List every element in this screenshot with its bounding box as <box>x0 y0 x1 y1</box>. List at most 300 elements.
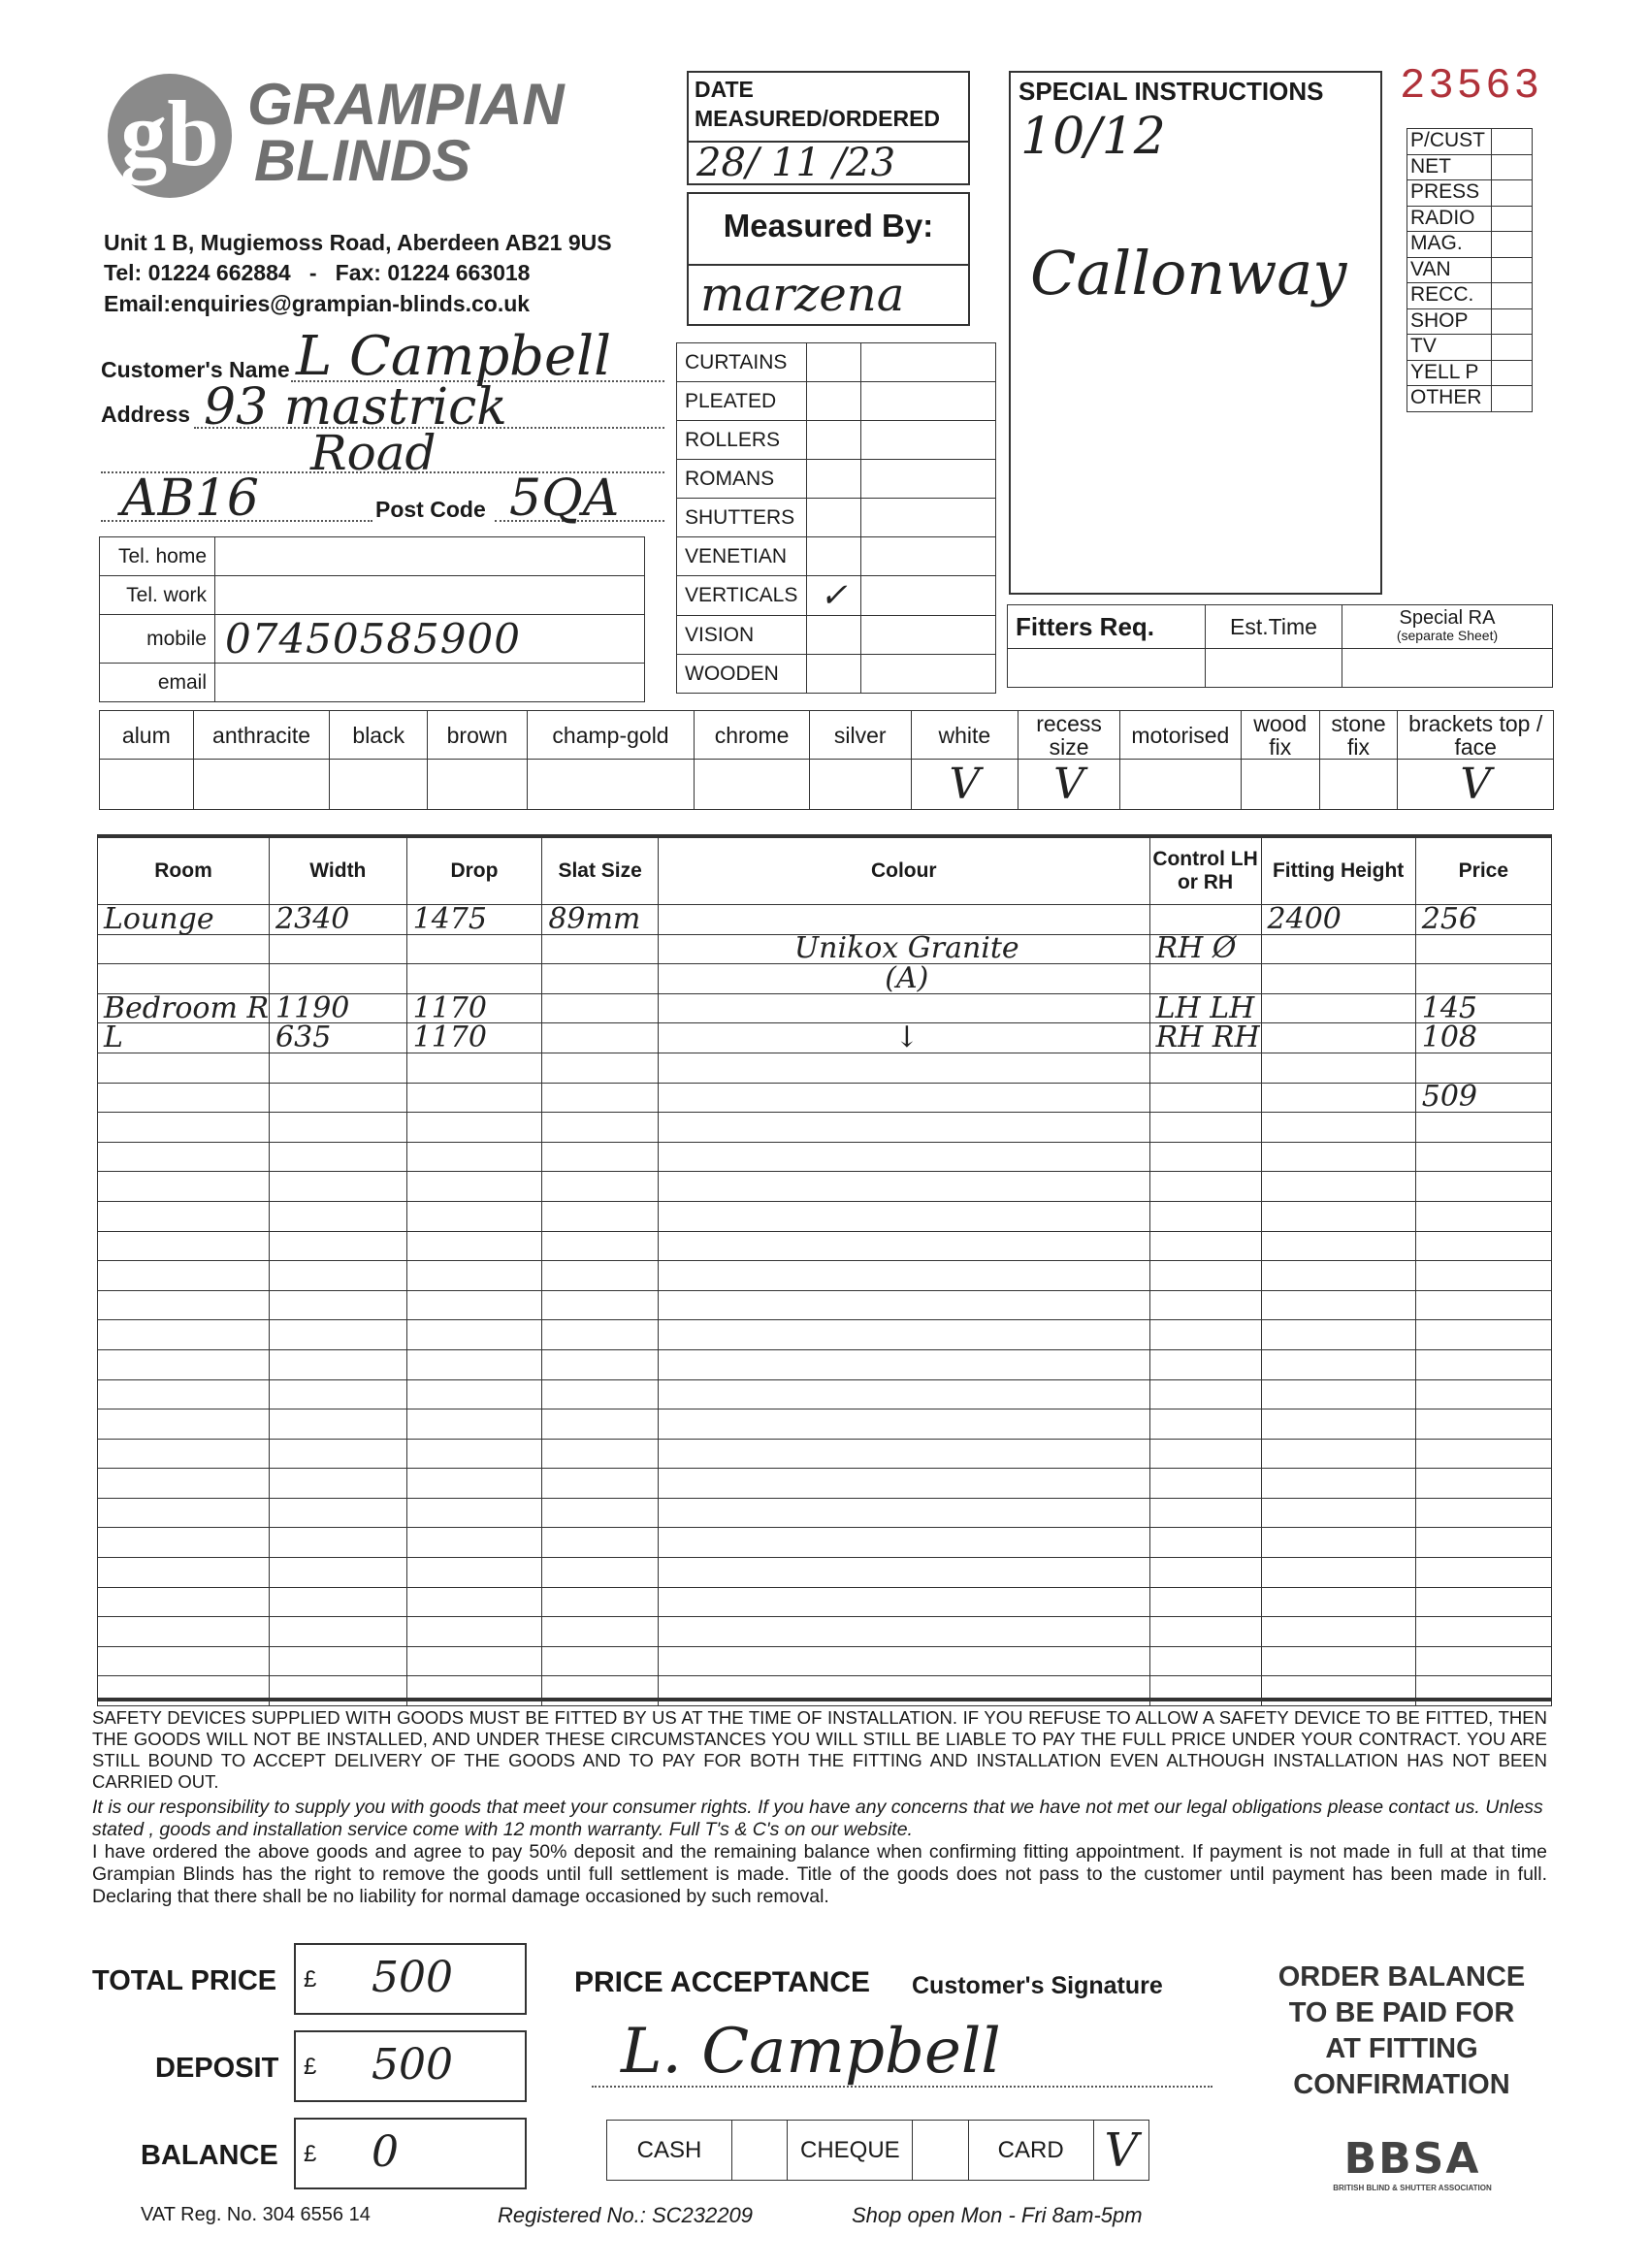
payment-label: CARD <box>968 2121 1093 2181</box>
order-cell[interactable] <box>406 1528 542 1558</box>
order-cell[interactable] <box>1261 1587 1415 1617</box>
blind-type-check[interactable] <box>807 616 861 655</box>
table-row <box>98 1290 1552 1320</box>
order-cell[interactable] <box>542 1231 659 1261</box>
order-cell[interactable] <box>542 1023 659 1053</box>
order-cell[interactable] <box>1261 1201 1415 1231</box>
order-cell[interactable] <box>1261 1558 1415 1588</box>
payment-check[interactable]: V <box>1093 2121 1148 2181</box>
table-row <box>98 1587 1552 1617</box>
order-cell[interactable] <box>658 1439 1149 1469</box>
order-cell[interactable] <box>270 1320 407 1350</box>
order-cell[interactable] <box>1415 1172 1551 1202</box>
order-cell[interactable] <box>1149 1083 1261 1113</box>
blind-type-check[interactable] <box>807 343 861 382</box>
order-cell[interactable]: Unikox Granite <box>658 934 1149 964</box>
order-cell[interactable] <box>1415 1290 1551 1320</box>
order-cell[interactable] <box>1149 1231 1261 1261</box>
order-cell[interactable] <box>658 1498 1149 1528</box>
order-cell[interactable] <box>406 1290 542 1320</box>
order-cell[interactable] <box>406 1409 542 1440</box>
order-cell[interactable] <box>270 1261 407 1291</box>
order-cell[interactable] <box>1415 1439 1551 1469</box>
order-cell[interactable]: RH RH <box>1149 1023 1261 1053</box>
option-label: wood fix <box>1241 711 1319 760</box>
order-cell[interactable] <box>406 1439 542 1469</box>
order-cell[interactable] <box>270 1349 407 1379</box>
order-cell[interactable] <box>406 934 542 964</box>
registered-number: Registered No.: SC232209 <box>498 2203 753 2227</box>
order-cell[interactable] <box>1415 1558 1551 1588</box>
payment-check[interactable] <box>732 2121 788 2181</box>
order-cell[interactable] <box>1149 1379 1261 1409</box>
order-cell[interactable] <box>406 1379 542 1409</box>
order-cell[interactable] <box>542 1053 659 1083</box>
order-cell[interactable] <box>1149 1469 1261 1499</box>
order-cell[interactable] <box>98 1320 270 1350</box>
source-item: VAN <box>1407 257 1492 283</box>
source-checkbox[interactable] <box>1492 154 1533 180</box>
option-label: white <box>911 711 1018 760</box>
order-cell[interactable] <box>1261 1469 1415 1499</box>
order-cell[interactable] <box>406 1172 542 1202</box>
source-checkbox[interactable] <box>1492 257 1533 283</box>
order-cell[interactable] <box>1261 1023 1415 1053</box>
order-cell[interactable] <box>98 1617 270 1647</box>
order-cell[interactable] <box>1261 1379 1415 1409</box>
order-cell[interactable] <box>1149 1172 1261 1202</box>
order-cell[interactable] <box>270 1587 407 1617</box>
option-mark[interactable] <box>1241 760 1319 810</box>
source-item: RECC. <box>1407 283 1492 309</box>
order-cell[interactable] <box>658 1409 1149 1440</box>
order-cell[interactable] <box>658 1201 1149 1231</box>
order-cell[interactable] <box>658 1113 1149 1143</box>
order-cell[interactable] <box>1261 1320 1415 1350</box>
currency-symbol: £ <box>304 2054 317 2080</box>
order-cell[interactable] <box>542 1558 659 1588</box>
table-row <box>98 1558 1552 1588</box>
order-cell[interactable] <box>542 964 659 994</box>
balance-value: 0 <box>372 2127 399 2177</box>
payment-label: CASH <box>607 2121 732 2181</box>
order-cell[interactable] <box>98 1201 270 1231</box>
order-cell[interactable]: ↓ <box>658 1023 1149 1053</box>
source-item: NET <box>1407 154 1492 180</box>
order-cell[interactable] <box>270 1142 407 1172</box>
order-cell[interactable] <box>542 1290 659 1320</box>
order-cell[interactable]: 145 <box>1415 993 1551 1023</box>
order-cell[interactable] <box>658 1320 1149 1350</box>
order-cell[interactable] <box>406 1142 542 1172</box>
blind-type-check[interactable] <box>807 537 861 576</box>
order-cell[interactable] <box>1149 1142 1261 1172</box>
blind-type-check[interactable] <box>807 421 861 460</box>
order-cell[interactable] <box>1415 1201 1551 1231</box>
order-cell[interactable] <box>658 905 1149 935</box>
order-cell[interactable] <box>270 1646 407 1676</box>
order-cell[interactable] <box>1415 1617 1551 1647</box>
option-mark[interactable]: V <box>1018 760 1120 810</box>
option-mark[interactable] <box>193 760 330 810</box>
order-cell[interactable] <box>1415 1231 1551 1261</box>
blind-type-check[interactable]: ✓ <box>807 576 861 616</box>
payment-label: CHEQUE <box>788 2121 913 2181</box>
order-cell[interactable] <box>98 964 270 994</box>
contact-value[interactable]: 07450585900 <box>215 615 645 664</box>
order-cell[interactable] <box>1415 1053 1551 1083</box>
order-cell[interactable] <box>406 1083 542 1113</box>
order-cell[interactable] <box>658 1587 1149 1617</box>
order-cell[interactable] <box>98 1409 270 1440</box>
fitters-table <box>1007 604 1553 688</box>
order-cell[interactable] <box>542 1528 659 1558</box>
table-row <box>98 1201 1552 1231</box>
blind-type-notes <box>861 499 996 537</box>
order-cell[interactable] <box>270 1498 407 1528</box>
deposit-box <box>294 2030 527 2102</box>
order-cell[interactable] <box>1149 1201 1261 1231</box>
customer-name-label: Customer's Name <box>101 357 290 382</box>
order-cell[interactable] <box>542 1261 659 1291</box>
source-checkbox[interactable] <box>1492 180 1533 207</box>
order-cell[interactable] <box>270 1528 407 1558</box>
source-checkbox[interactable] <box>1492 129 1533 155</box>
order-cell[interactable] <box>270 1053 407 1083</box>
order-cell[interactable] <box>1261 1113 1415 1143</box>
order-cell[interactable] <box>658 1469 1149 1499</box>
order-cell[interactable] <box>406 1617 542 1647</box>
order-cell[interactable] <box>658 1646 1149 1676</box>
source-checkbox[interactable] <box>1492 232 1533 258</box>
option-label: chrome <box>695 711 810 760</box>
order-cell[interactable] <box>658 1142 1149 1172</box>
order-cell[interactable] <box>98 1053 270 1083</box>
source-item: YELL P <box>1407 360 1492 386</box>
order-cell[interactable] <box>1149 1290 1261 1320</box>
order-cell[interactable]: 1475 <box>406 905 542 935</box>
order-cell[interactable] <box>406 1201 542 1231</box>
order-cell[interactable] <box>270 1201 407 1231</box>
option-mark[interactable] <box>428 760 528 810</box>
order-cell[interactable]: RH Ø <box>1149 934 1261 964</box>
order-cell[interactable] <box>1415 1409 1551 1440</box>
order-cell[interactable] <box>1149 1558 1261 1588</box>
blind-type-label: VISION <box>677 616 807 655</box>
blind-type-notes <box>861 343 996 382</box>
order-cell[interactable] <box>542 1320 659 1350</box>
order-cell[interactable]: LH LH <box>1149 993 1261 1023</box>
order-cell[interactable] <box>98 1646 270 1676</box>
balance-label: BALANCE <box>141 2140 278 2171</box>
option-mark[interactable]: V <box>1398 760 1554 810</box>
option-mark[interactable] <box>1119 760 1241 810</box>
order-cell[interactable] <box>542 1498 659 1528</box>
blind-type-label: ROLLERS <box>677 421 807 460</box>
order-cell[interactable] <box>542 1439 659 1469</box>
order-cell[interactable] <box>1149 1113 1261 1143</box>
order-cell[interactable]: Lounge <box>98 905 270 935</box>
order-cell[interactable] <box>270 1439 407 1469</box>
order-cell[interactable]: 1170 <box>406 993 542 1023</box>
order-cell[interactable] <box>1149 905 1261 935</box>
order-cell[interactable] <box>1261 1172 1415 1202</box>
order-cell[interactable] <box>98 1379 270 1409</box>
order-cell[interactable] <box>1261 1528 1415 1558</box>
order-cell[interactable] <box>1415 1469 1551 1499</box>
order-cell[interactable] <box>270 1113 407 1143</box>
order-cell[interactable]: 2400 <box>1261 905 1415 935</box>
order-cell[interactable] <box>270 1617 407 1647</box>
payment-check[interactable] <box>913 2121 968 2181</box>
order-cell[interactable]: Bedroom R <box>98 993 270 1023</box>
order-cell[interactable] <box>98 1587 270 1617</box>
order-cell[interactable] <box>98 1290 270 1320</box>
order-cell[interactable] <box>1415 964 1551 994</box>
order-cell[interactable] <box>270 1469 407 1499</box>
vat-number: VAT Reg. No. 304 6556 14 <box>141 2204 371 2225</box>
order-cell[interactable] <box>1149 1528 1261 1558</box>
table-row <box>98 1379 1552 1409</box>
order-cell[interactable] <box>1415 1113 1551 1143</box>
order-cell[interactable] <box>658 1558 1149 1588</box>
blind-type-check[interactable] <box>807 655 861 694</box>
order-cell[interactable] <box>98 1349 270 1379</box>
order-cell[interactable] <box>658 1261 1149 1291</box>
order-cell[interactable] <box>1415 1320 1551 1350</box>
contact-value[interactable] <box>215 576 645 615</box>
order-cell[interactable] <box>1261 1498 1415 1528</box>
source-checkbox[interactable] <box>1492 308 1533 335</box>
order-cell[interactable] <box>542 1083 659 1113</box>
source-item: SHOP <box>1407 308 1492 335</box>
order-cell[interactable] <box>1149 1617 1261 1647</box>
order-cell[interactable]: 256 <box>1415 905 1551 935</box>
source-checkbox[interactable] <box>1492 206 1533 232</box>
order-cell[interactable] <box>406 1349 542 1379</box>
order-cell[interactable] <box>658 1528 1149 1558</box>
order-cell[interactable] <box>406 1469 542 1499</box>
order-cell[interactable] <box>1261 964 1415 994</box>
source-checkbox[interactable] <box>1492 360 1533 386</box>
order-cell[interactable] <box>98 1231 270 1261</box>
order-cell[interactable] <box>1149 1261 1261 1291</box>
order-cell[interactable] <box>98 1558 270 1588</box>
order-cell[interactable] <box>98 934 270 964</box>
order-cell[interactable] <box>658 1617 1149 1647</box>
option-mark[interactable] <box>527 760 694 810</box>
order-cell[interactable] <box>542 1409 659 1440</box>
order-cell[interactable] <box>406 1320 542 1350</box>
order-cell[interactable] <box>1261 1409 1415 1440</box>
order-cell[interactable] <box>98 1083 270 1113</box>
bbsa-logo-text: BBSA <box>1343 2134 1481 2184</box>
order-cell[interactable] <box>406 1113 542 1143</box>
order-cell[interactable] <box>542 993 659 1023</box>
blind-type-check[interactable] <box>807 460 861 499</box>
option-mark[interactable] <box>695 760 810 810</box>
order-cell[interactable] <box>98 1113 270 1143</box>
order-cell[interactable] <box>542 1349 659 1379</box>
order-number: 23563 <box>1400 62 1543 111</box>
order-cell[interactable] <box>1415 1261 1551 1291</box>
order-cell[interactable] <box>1261 1290 1415 1320</box>
order-cell[interactable] <box>270 1379 407 1409</box>
blind-type-notes <box>861 382 996 421</box>
blind-type-check[interactable] <box>807 382 861 421</box>
order-cell[interactable] <box>1149 964 1261 994</box>
option-label: stone fix <box>1319 711 1398 760</box>
order-cell[interactable] <box>1149 1349 1261 1379</box>
order-cell[interactable] <box>1261 1231 1415 1261</box>
order-cell[interactable] <box>270 1409 407 1440</box>
blind-type-notes <box>861 576 996 616</box>
order-cell[interactable] <box>270 1558 407 1588</box>
order-cell[interactable] <box>1415 1646 1551 1676</box>
order-cell[interactable] <box>270 964 407 994</box>
measured-by-value: marzena <box>700 268 905 322</box>
order-cell[interactable] <box>1149 1646 1261 1676</box>
option-mark[interactable] <box>809 760 911 810</box>
address-label: Address <box>101 402 191 427</box>
order-cell[interactable] <box>658 1379 1149 1409</box>
order-cell[interactable] <box>1261 1349 1415 1379</box>
special-ra-label: Special RA <box>1399 607 1496 629</box>
order-cell[interactable] <box>1261 1142 1415 1172</box>
contact-value[interactable] <box>215 537 645 576</box>
order-cell[interactable] <box>1149 1409 1261 1440</box>
source-list <box>1406 128 1533 412</box>
order-cell[interactable] <box>658 1290 1149 1320</box>
order-header: Drop <box>406 837 542 905</box>
order-cell[interactable] <box>542 1617 659 1647</box>
order-cell[interactable] <box>1415 1349 1551 1379</box>
order-cell[interactable]: 635 <box>270 1023 407 1053</box>
order-cell[interactable]: 89mm <box>542 905 659 935</box>
order-cell[interactable] <box>406 1587 542 1617</box>
order-cell[interactable] <box>1261 993 1415 1023</box>
order-cell[interactable] <box>98 1528 270 1558</box>
postcode-part2: 5QA <box>509 470 620 528</box>
order-cell[interactable] <box>1149 1053 1261 1083</box>
option-mark[interactable] <box>100 760 194 810</box>
order-cell[interactable] <box>658 1172 1149 1202</box>
order-cell[interactable] <box>270 1172 407 1202</box>
order-cell[interactable] <box>1415 934 1551 964</box>
order-cell[interactable] <box>406 964 542 994</box>
order-cell[interactable] <box>542 1201 659 1231</box>
option-mark[interactable] <box>1319 760 1398 810</box>
order-cell[interactable] <box>406 1646 542 1676</box>
order-cell[interactable] <box>658 1053 1149 1083</box>
order-cell[interactable]: (A) <box>658 964 1149 994</box>
order-cell[interactable] <box>542 1113 659 1143</box>
order-cell[interactable] <box>98 1261 270 1291</box>
order-cell[interactable] <box>1415 1379 1551 1409</box>
order-cell[interactable] <box>658 1231 1149 1261</box>
order-cell[interactable] <box>1261 1053 1415 1083</box>
order-cell[interactable] <box>406 1261 542 1291</box>
option-mark[interactable]: V <box>911 760 1018 810</box>
order-cell[interactable] <box>1149 1320 1261 1350</box>
order-cell[interactable] <box>658 1349 1149 1379</box>
order-cell[interactable] <box>658 1083 1149 1113</box>
order-cell[interactable] <box>270 1290 407 1320</box>
order-cell[interactable] <box>406 1231 542 1261</box>
table-row <box>98 1231 1552 1261</box>
order-cell[interactable] <box>542 934 659 964</box>
order-cell[interactable] <box>542 1646 659 1676</box>
order-cell[interactable] <box>98 1498 270 1528</box>
blind-type-check[interactable] <box>807 499 861 537</box>
svg-text:gb: gb <box>120 81 219 185</box>
blind-type-label: CURTAINS <box>677 343 807 382</box>
order-cell[interactable] <box>1149 1439 1261 1469</box>
order-cell[interactable] <box>542 1172 659 1202</box>
order-cell[interactable] <box>406 1053 542 1083</box>
order-cell[interactable] <box>1261 1083 1415 1113</box>
table-row <box>98 1409 1552 1440</box>
order-cell[interactable]: 1190 <box>270 993 407 1023</box>
option-mark[interactable] <box>330 760 428 810</box>
order-cell[interactable] <box>1415 1498 1551 1528</box>
order-cell[interactable] <box>1149 1498 1261 1528</box>
order-cell[interactable] <box>1261 1617 1415 1647</box>
balance-notice-line: TO BE PAID FOR <box>1288 1997 1515 2028</box>
order-cell[interactable]: 1170 <box>406 1023 542 1053</box>
order-cell[interactable] <box>658 993 1149 1023</box>
order-cell[interactable] <box>406 1498 542 1528</box>
order-cell[interactable] <box>542 1587 659 1617</box>
order-cell[interactable] <box>1261 1439 1415 1469</box>
order-cell[interactable] <box>98 1439 270 1469</box>
order-cell[interactable] <box>270 1231 407 1261</box>
order-cell[interactable] <box>270 934 407 964</box>
order-cell[interactable] <box>1415 1587 1551 1617</box>
order-cell[interactable] <box>1261 1646 1415 1676</box>
source-checkbox[interactable] <box>1492 386 1533 412</box>
order-cell[interactable] <box>1415 1142 1551 1172</box>
order-cell[interactable] <box>542 1142 659 1172</box>
contact-value[interactable] <box>215 664 645 702</box>
order-cell[interactable] <box>1149 1587 1261 1617</box>
order-cell[interactable] <box>270 1083 407 1113</box>
order-cell[interactable] <box>98 1172 270 1202</box>
order-cell[interactable] <box>1261 934 1415 964</box>
order-cell[interactable]: L <box>98 1023 270 1053</box>
source-checkbox[interactable] <box>1492 283 1533 309</box>
order-cell[interactable] <box>1415 1528 1551 1558</box>
blind-type-label: PLEATED <box>677 382 807 421</box>
order-cell[interactable]: 108 <box>1415 1023 1551 1053</box>
order-cell[interactable] <box>98 1469 270 1499</box>
order-cell[interactable] <box>542 1469 659 1499</box>
table-row <box>98 964 1552 994</box>
source-item: RADIO <box>1407 206 1492 232</box>
order-header: Control LH or RH <box>1149 837 1261 905</box>
order-cell[interactable] <box>1261 1261 1415 1291</box>
blind-type-notes <box>861 460 996 499</box>
order-cell[interactable]: 2340 <box>270 905 407 935</box>
order-cell[interactable] <box>542 1379 659 1409</box>
deposit-value: 500 <box>372 2040 453 2090</box>
order-cell[interactable]: 509 <box>1415 1083 1551 1113</box>
currency-symbol: £ <box>304 1966 317 1993</box>
source-checkbox[interactable] <box>1492 335 1533 361</box>
order-cell[interactable] <box>406 1558 542 1588</box>
contact-label: Tel. work <box>100 576 215 615</box>
order-cell[interactable] <box>98 1142 270 1172</box>
